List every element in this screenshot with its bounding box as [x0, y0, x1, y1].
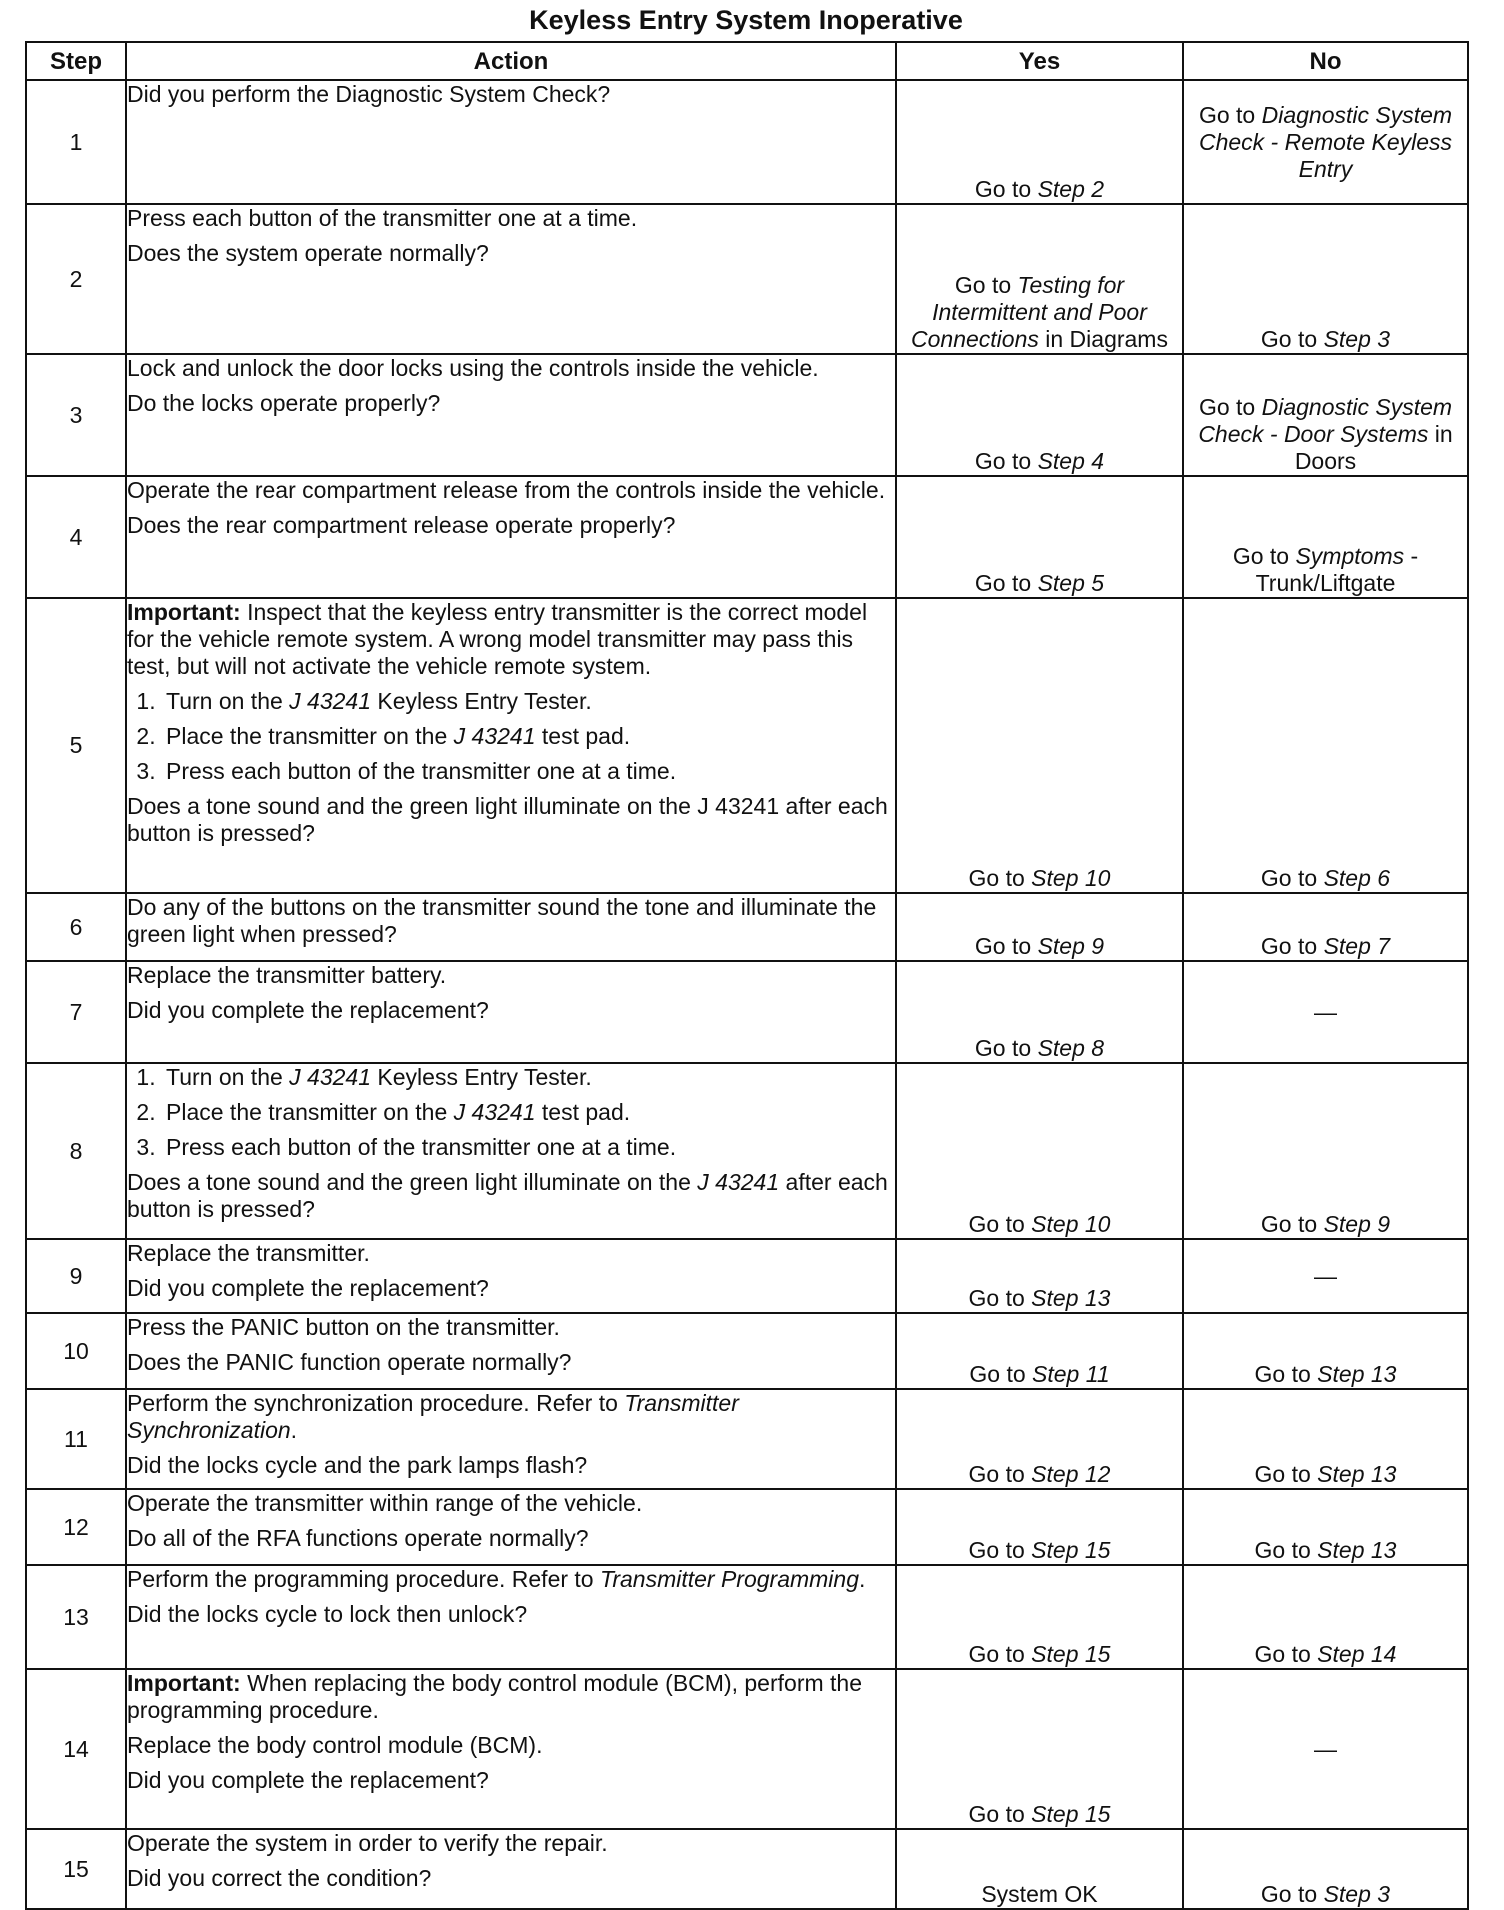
- text-span: Does the rear compartment release operate properly?: [127, 512, 676, 538]
- step-number: 8: [26, 1063, 126, 1239]
- no-cell: [1183, 1063, 1468, 1239]
- table-row: [26, 598, 1468, 893]
- text-span: Go to: [968, 1211, 1032, 1237]
- text-span: Go to: [1254, 1537, 1318, 1563]
- text-span: Go to: [1254, 1641, 1318, 1667]
- yes-cell: [896, 1565, 1183, 1669]
- reference-text: Step 14: [1317, 1641, 1397, 1667]
- step-number: 13: [26, 1565, 126, 1669]
- procedure-list-item: [162, 1064, 895, 1091]
- text-span: Operate the rear compartment release from the controls inside the vehicle.: [127, 477, 886, 503]
- yes-cell: [896, 1389, 1183, 1489]
- procedure-list: [127, 688, 895, 785]
- reference-text: Diagnostic System Check - Remote Keyless Entry: [1198, 101, 1453, 182]
- reference-text: Step 5: [1037, 570, 1105, 596]
- reference-text: Step 15: [1031, 1641, 1111, 1667]
- text-span: Go to: [974, 570, 1038, 596]
- text-span: Perform the programming procedure. Refer to: [127, 1566, 600, 1592]
- reference-text: Symptoms: [1295, 543, 1405, 569]
- table-row: [26, 1669, 1468, 1829]
- text-span: Perform the synchronization procedure. Refer to: [127, 1390, 625, 1416]
- table-row: [26, 1313, 1468, 1389]
- no-cell: [1183, 598, 1468, 893]
- yes-cell: [896, 354, 1183, 476]
- text-span: Inspect that the keyless entry transmitter is the correct model for the vehicle remote system. A wrong model transmitter may pass this test, but will not activate the vehicle remote system.: [127, 599, 868, 679]
- text-span: Do all of the RFA functions operate normally?: [127, 1525, 589, 1551]
- procedure-list-item: [162, 723, 895, 750]
- action-cell: [126, 1829, 896, 1909]
- text-span: —: [1314, 1735, 1337, 1762]
- action-paragraph: [127, 793, 895, 847]
- text-span: Operate the transmitter within range of the vehicle.: [127, 1490, 643, 1516]
- text-span: Turn on the: [166, 1064, 290, 1090]
- action-paragraph: [127, 997, 895, 1024]
- text-span: Does the PANIC function operate normally?: [127, 1349, 572, 1375]
- text-span: Go to: [1198, 394, 1262, 420]
- yes-cell: [896, 1239, 1183, 1313]
- text-span: Go to: [968, 1537, 1032, 1563]
- action-cell: [126, 1669, 896, 1829]
- procedure-list-item: [162, 758, 895, 785]
- text-span: Place the transmitter on the: [166, 723, 454, 749]
- text-span: Go to: [974, 1035, 1038, 1061]
- reference-text: J 43241: [289, 688, 372, 714]
- text-span: Go to: [974, 448, 1038, 474]
- reference-text: Step 10: [1031, 865, 1111, 891]
- table-row: [26, 204, 1468, 354]
- reference-text: Step 13: [1317, 1361, 1397, 1387]
- action-cell: [126, 80, 896, 204]
- header-action: Action: [126, 42, 896, 80]
- action-cell: [126, 1565, 896, 1669]
- step-number: 11: [26, 1389, 126, 1489]
- action-paragraph: [127, 1525, 895, 1552]
- text-span: .: [859, 1566, 866, 1592]
- text-span: Go to: [969, 1361, 1033, 1387]
- text-span: Go to: [968, 1801, 1032, 1827]
- no-cell: [1183, 961, 1468, 1063]
- reference-text: J 43241: [453, 1099, 536, 1125]
- action-cell: [126, 598, 896, 893]
- bold-label: Important:: [127, 1670, 241, 1696]
- action-paragraph: [127, 81, 895, 108]
- yes-cell: [896, 893, 1183, 961]
- action-paragraph: [127, 512, 895, 539]
- action-paragraph: [127, 1601, 895, 1628]
- no-cell: [1183, 1829, 1468, 1909]
- reference-text: Step 6: [1323, 865, 1391, 891]
- text-span: Go to: [954, 272, 1018, 298]
- action-paragraph: [127, 1490, 895, 1517]
- action-cell: [126, 1239, 896, 1313]
- step-number: 12: [26, 1489, 126, 1565]
- action-paragraph: [127, 1767, 895, 1794]
- yes-cell: [896, 1489, 1183, 1565]
- action-cell: [126, 1063, 896, 1239]
- table-row: [26, 476, 1468, 598]
- text-span: Press each button of the transmitter one at a time.: [127, 205, 638, 231]
- reference-text: J 43241: [697, 1169, 780, 1195]
- table-row: [26, 1565, 1468, 1669]
- action-paragraph: [127, 894, 895, 948]
- text-span: Go to: [1198, 101, 1262, 128]
- no-cell: [1183, 1489, 1468, 1565]
- text-span: Replace the transmitter.: [127, 1240, 370, 1266]
- action-paragraph: [127, 1275, 895, 1302]
- no-cell: [1183, 1239, 1468, 1313]
- step-number: 6: [26, 893, 126, 961]
- text-span: Do the locks operate properly?: [127, 390, 441, 416]
- reference-text: Step 2: [1037, 176, 1105, 202]
- step-number: 3: [26, 354, 126, 476]
- table-row: [26, 1489, 1468, 1565]
- yes-cell: [896, 80, 1183, 204]
- header-row: [26, 42, 1468, 80]
- text-span: Did the locks cycle to lock then unlock?: [127, 1601, 528, 1627]
- reference-text: Step 15: [1031, 1537, 1111, 1563]
- action-cell: [126, 354, 896, 476]
- reference-text: Diagnostic System Check - Door Systems: [1198, 394, 1453, 447]
- text-span: .: [290, 1417, 298, 1443]
- action-paragraph: [127, 1390, 895, 1444]
- step-number: 5: [26, 598, 126, 893]
- text-span: Go to: [1260, 865, 1324, 891]
- action-paragraph: [127, 1830, 895, 1857]
- text-span: Press the PANIC button on the transmitter.: [127, 1314, 560, 1340]
- action-cell: [126, 1313, 896, 1389]
- text-span: test pad.: [535, 1099, 631, 1125]
- action-cell: [126, 893, 896, 961]
- no-cell: [1183, 476, 1468, 598]
- table-row: [26, 80, 1468, 204]
- text-span: Did the locks cycle and the park lamps flash?: [127, 1452, 588, 1478]
- yes-cell: [896, 598, 1183, 893]
- table-body: [26, 80, 1468, 1909]
- no-cell: [1183, 1669, 1468, 1829]
- action-paragraph: [127, 1732, 895, 1759]
- yes-cell: [896, 1829, 1183, 1909]
- action-paragraph: [127, 1566, 895, 1593]
- yes-cell: [896, 961, 1183, 1063]
- action-cell: [126, 961, 896, 1063]
- text-span: Replace the body control module (BCM).: [127, 1732, 543, 1758]
- yes-cell: [896, 1063, 1183, 1239]
- text-span: Does the system operate normally?: [127, 240, 489, 266]
- reference-text: Step 11: [1032, 1361, 1110, 1387]
- text-span: Go to: [968, 865, 1032, 891]
- reference-text: Step 13: [1317, 1537, 1397, 1563]
- text-span: Go to: [1260, 1881, 1324, 1907]
- yes-cell: [896, 476, 1183, 598]
- no-cell: [1183, 893, 1468, 961]
- text-span: Operate the system in order to verify the repair.: [127, 1830, 608, 1856]
- text-span: Go to: [1254, 1361, 1318, 1387]
- text-span: Go to: [1254, 1461, 1318, 1487]
- step-number: 9: [26, 1239, 126, 1313]
- step-number: 10: [26, 1313, 126, 1389]
- header-no: No: [1183, 42, 1468, 80]
- yes-cell: [896, 204, 1183, 354]
- text-span: Go to: [1260, 326, 1324, 352]
- action-paragraph: [127, 477, 895, 504]
- text-span: test pad.: [535, 723, 631, 749]
- no-cell: [1183, 1389, 1468, 1489]
- text-span: Lock and unlock the door locks using the controls inside the vehicle.: [127, 355, 819, 381]
- text-span: Did you complete the replacement?: [127, 997, 489, 1023]
- action-paragraph: [127, 1314, 895, 1341]
- table-row: [26, 354, 1468, 476]
- reference-text: Step 3: [1323, 326, 1391, 352]
- text-span: Did you complete the replacement?: [127, 1275, 489, 1301]
- text-span: Press each button of the transmitter one at a time.: [166, 1134, 677, 1160]
- yes-cell: [896, 1313, 1183, 1389]
- text-span: System OK: [981, 1881, 1098, 1907]
- text-span: Did you correct the condition?: [127, 1865, 432, 1891]
- text-span: Go to: [974, 933, 1038, 959]
- table-row: [26, 1239, 1468, 1313]
- text-span: Turn on the: [166, 688, 290, 714]
- text-span: Go to: [1260, 933, 1324, 959]
- page-title: Keyless Entry System Inoperative: [529, 5, 963, 35]
- step-number: 14: [26, 1669, 126, 1829]
- action-paragraph: [127, 240, 895, 267]
- text-span: - Trunk/Liftgate: [1255, 543, 1419, 596]
- action-paragraph: [127, 1865, 895, 1892]
- reference-text: J 43241: [453, 723, 536, 749]
- action-cell: [126, 476, 896, 598]
- action-cell: [126, 1389, 896, 1489]
- action-paragraph: [127, 1349, 895, 1376]
- text-span: Go to: [968, 1641, 1032, 1667]
- no-cell: [1183, 354, 1468, 476]
- header-step: Step: [26, 42, 126, 80]
- reference-text: Step 10: [1031, 1211, 1111, 1237]
- procedure-list-item: [162, 688, 895, 715]
- text-span: —: [1314, 1262, 1337, 1289]
- procedure-list-item: [162, 1134, 895, 1161]
- text-span: Replace the transmitter battery.: [127, 962, 447, 988]
- reference-text: Transmitter Programming: [599, 1566, 860, 1592]
- action-cell: [126, 204, 896, 354]
- reference-text: Transmitter Synchronization: [127, 1390, 739, 1443]
- step-number: 1: [26, 80, 126, 204]
- text-span: Go to: [1260, 1211, 1324, 1237]
- step-number: 7: [26, 961, 126, 1063]
- no-cell: [1183, 1565, 1468, 1669]
- reference-text: Step 8: [1037, 1035, 1105, 1061]
- procedure-list-item: [162, 1099, 895, 1126]
- text-span: Keyless Entry Tester.: [371, 688, 592, 714]
- no-cell: [1183, 1313, 1468, 1389]
- text-span: Go to: [974, 176, 1038, 202]
- table-row: [26, 1829, 1468, 1909]
- action-paragraph: [127, 599, 895, 680]
- reference-text: Step 4: [1037, 448, 1105, 474]
- procedure-list: [127, 1064, 895, 1161]
- reference-text: Step 13: [1317, 1461, 1397, 1487]
- diagnostic-table: [25, 41, 1469, 1910]
- text-span: Place the transmitter on the: [166, 1099, 454, 1125]
- text-span: Keyless Entry Tester.: [371, 1064, 592, 1090]
- text-span: —: [1314, 998, 1337, 1025]
- header-yes: Yes: [896, 42, 1183, 80]
- reference-text: Step 12: [1031, 1461, 1111, 1487]
- action-paragraph: [127, 1452, 895, 1479]
- text-span: Press each button of the transmitter one at a time.: [166, 758, 677, 784]
- bold-label: Important:: [127, 599, 241, 625]
- step-number: 2: [26, 204, 126, 354]
- table-row: [26, 961, 1468, 1063]
- text-span: Did you perform the Diagnostic System Check?: [127, 81, 611, 107]
- reference-text: Step 9: [1037, 933, 1105, 959]
- reference-text: Step 13: [1031, 1285, 1111, 1311]
- step-number: 4: [26, 476, 126, 598]
- action-paragraph: [127, 1240, 895, 1267]
- text-span: in Diagrams: [1038, 326, 1168, 352]
- text-span: Go to: [968, 1461, 1032, 1487]
- table-row: [26, 1389, 1468, 1489]
- action-paragraph: [127, 205, 895, 232]
- text-span: Does a tone sound and the green light illuminate on the: [127, 1169, 698, 1195]
- text-span: Does a tone sound and the green light illuminate on the J 43241 after each button is pressed?: [127, 793, 888, 846]
- text-span: Go to: [968, 1285, 1032, 1311]
- reference-text: Step 7: [1323, 933, 1391, 959]
- action-paragraph: [127, 1670, 895, 1724]
- yes-cell: [896, 1669, 1183, 1829]
- text-span: Go to: [1232, 543, 1296, 569]
- text-span: When replacing the body control module (BCM), perform the programming procedure.: [127, 1670, 862, 1723]
- reference-text: Step 3: [1323, 1881, 1391, 1907]
- action-cell: [126, 1489, 896, 1565]
- text-span: in Doors: [1294, 421, 1453, 474]
- action-paragraph: [127, 355, 895, 382]
- text-span: after each button is pressed?: [127, 1169, 888, 1222]
- action-paragraph: [127, 390, 895, 417]
- no-cell: [1183, 80, 1468, 204]
- action-paragraph: [127, 1169, 895, 1223]
- reference-text: Step 15: [1031, 1801, 1111, 1827]
- reference-text: Testing for Intermittent and Poor Connections: [911, 272, 1147, 352]
- step-number: 15: [26, 1829, 126, 1909]
- text-span: Do any of the buttons on the transmitter sound the tone and illuminate the green light when pressed?: [127, 894, 877, 947]
- no-cell: [1183, 204, 1468, 354]
- table-row: [26, 1063, 1468, 1239]
- action-paragraph: [127, 962, 895, 989]
- text-span: Did you complete the replacement?: [127, 1767, 489, 1793]
- reference-text: J 43241: [289, 1064, 372, 1090]
- reference-text: Step 9: [1323, 1211, 1391, 1237]
- table-row: [26, 893, 1468, 961]
